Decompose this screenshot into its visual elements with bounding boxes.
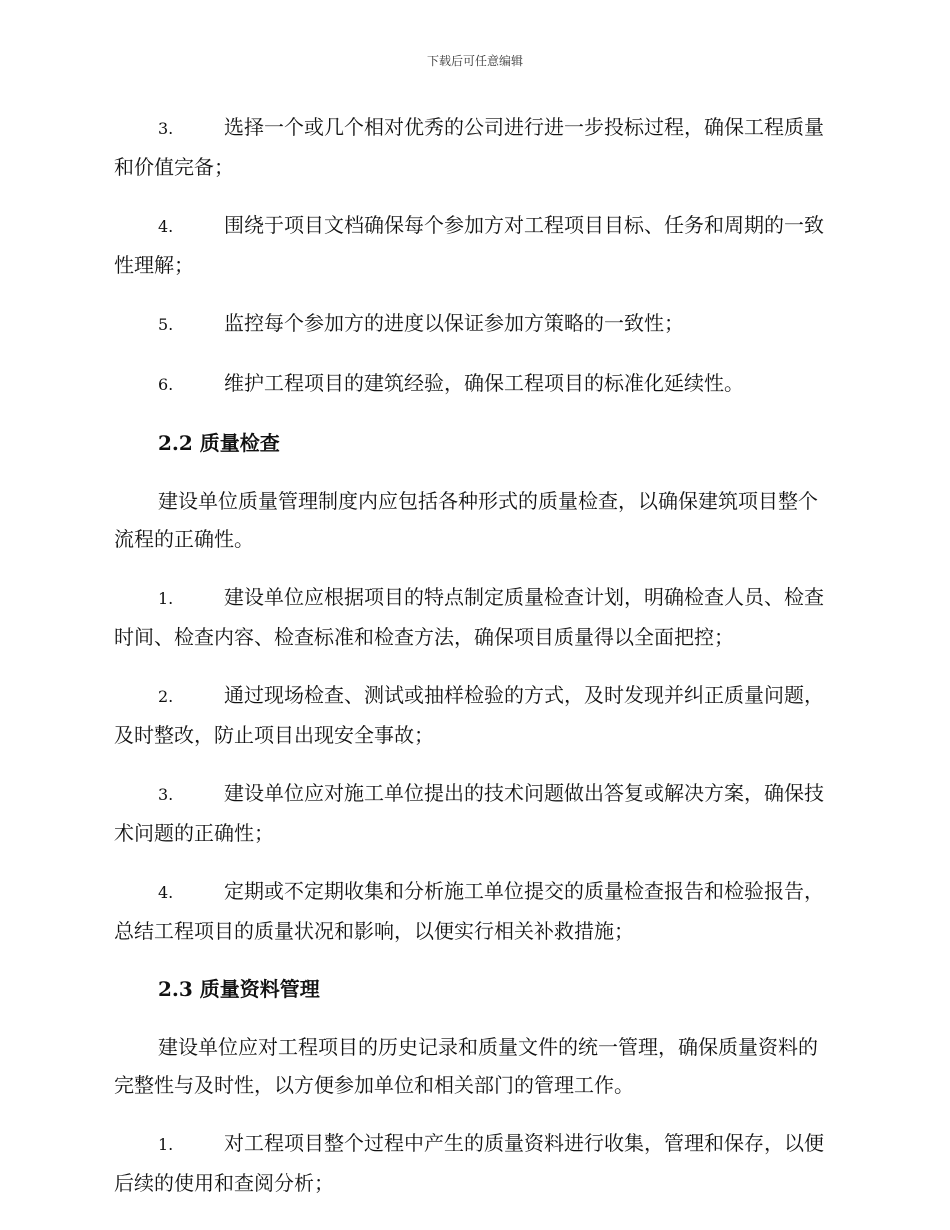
list-item — [114, 1124, 834, 1202]
list-text: 维护工程项目的建筑经验，确保工程项目的标准化延续性。 — [224, 371, 744, 395]
section-intro: 建设单位应对工程项目的历史记录和质量文件的统一管理，确保质量资料的完整性与及时性，以方便参加单位和相关部门的管理工作。 — [114, 1035, 818, 1097]
list-text: 选择一个或几个相对优秀的公司进行进一步投标过程，确保工程质量和价值完备； — [114, 115, 824, 179]
list-text: 定期或不定期收集和分析施工单位提交的质量检查报告和检验报告，总结工程项目的质量状况和影响，以便实行相关补救措施； — [114, 879, 824, 943]
list-item — [114, 364, 834, 404]
list-number: 5. — [158, 315, 174, 334]
list-number: 1. — [158, 1135, 174, 1154]
list-item — [114, 206, 834, 284]
section-heading-2-2: 2.2 质量检查 — [158, 431, 280, 455]
list-text: 围绕于项目文档确保每个参加方对工程项目目标、任务和周期的一致性理解； — [114, 213, 824, 277]
list-item — [114, 676, 834, 754]
list-text: 对工程项目整个过程中产生的质量资料进行收集，管理和保存，以便后续的使用和查阅分析； — [114, 1131, 824, 1195]
list-item — [114, 774, 834, 852]
list-number: 1. — [158, 589, 174, 608]
list-item — [114, 108, 834, 186]
list-text: 监控每个参加方的进度以保证参加方策略的一致性； — [224, 311, 684, 335]
list-item — [114, 304, 834, 344]
list-text: 建设单位应对施工单位提出的技术问题做出答复或解决方案，确保技术问题的正确性； — [114, 781, 824, 845]
list-number: 3. — [158, 119, 174, 138]
list-number: 2. — [158, 687, 174, 706]
list-text: 通过现场检查、测试或抽样检验的方式，及时发现并纠正质量问题，及时整改，防止项目出现安全事故； — [114, 683, 824, 747]
list-number: 4. — [158, 883, 174, 902]
section-heading-2-3: 2.3 质量资料管理 — [158, 977, 320, 1001]
list-number: 3. — [158, 785, 174, 804]
list-item — [114, 872, 834, 950]
list-item — [114, 578, 834, 656]
list-text: 建设单位应根据项目的特点制定质量检查计划，明确检查人员、检查时间、检查内容、检查标准和检查方法，确保项目质量得以全面把控； — [114, 585, 824, 649]
document-body — [114, 108, 834, 1222]
list-number: 4. — [158, 217, 174, 236]
list-number: 6. — [158, 375, 174, 394]
page-header: 下载后可任意编辑 — [426, 54, 523, 68]
section-intro: 建设单位质量管理制度内应包括各种形式的质量检查，以确保建筑项目整个流程的正确性。 — [114, 489, 818, 551]
